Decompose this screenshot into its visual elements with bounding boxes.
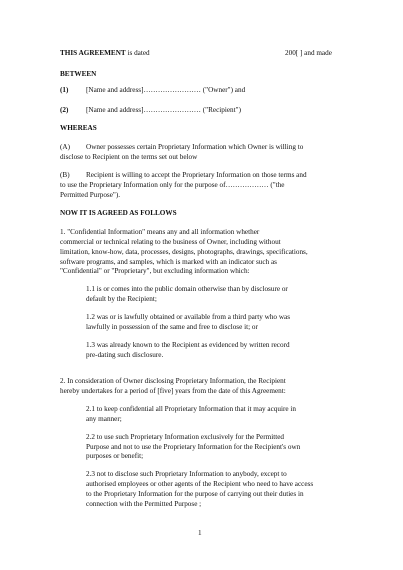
party-2-number: (2) bbox=[60, 106, 69, 114]
clause-2-3-line-4: connection with the Permitted Purpose ; bbox=[86, 500, 202, 508]
clause-1-line-5: "Confidential" or "Proprietary", but excluding information which: bbox=[60, 267, 250, 275]
party-1-text: [Name and address]…………………… ("Owner") and bbox=[86, 86, 246, 94]
clause-1-2-line-1: 1.2 was or is lawfully obtained or available from a third party who was bbox=[86, 313, 290, 321]
agreement-title-label: THIS AGREEMENT bbox=[60, 49, 126, 57]
party-1-number: (1) bbox=[60, 86, 69, 94]
party-2-text: [Name and address]…………………… ("Recipient") bbox=[86, 106, 241, 114]
agreement-title-line bbox=[60, 49, 150, 59]
clause-2-2-line-3: purposes or benefit; bbox=[86, 452, 144, 460]
clause-1-1-line-2: default by the Recipient; bbox=[86, 295, 157, 303]
clause-1-line-2: commercial or technical relating to the business of Owner, including without bbox=[60, 238, 281, 246]
clause-1-line-4: software programs, and samples, which is marked with an indicator such as bbox=[60, 258, 277, 266]
whereas-b-line1: Recipient is willing to accept the Proprietary Information on those terms and bbox=[86, 171, 307, 179]
whereas-heading: WHEREAS bbox=[60, 124, 97, 132]
clause-1-2-line-2: lawfully in possession of the same and free to disclose it; or bbox=[86, 323, 258, 331]
clause-1-line-1: 1. "Confidential Information" means any and all information whether bbox=[60, 228, 260, 236]
between-heading: BETWEEN bbox=[60, 70, 97, 78]
agreement-date: 200[ ] and made bbox=[285, 49, 332, 57]
clause-1-3-line-2: pre-dating such disclosure. bbox=[86, 351, 164, 359]
whereas-b-line2: to use the Proprietary Information only for the purpose of……………… ("the bbox=[60, 181, 285, 189]
clause-2-1-line-1: 2.1 to keep confidential all Proprietary Information that it may acquire in bbox=[86, 405, 296, 413]
now-agreed-heading: NOW IT IS AGREED AS FOLLOWS bbox=[60, 209, 177, 217]
whereas-a-line2: disclose to Recipient on the terms set out below bbox=[60, 153, 198, 161]
clause-2-line-2: hereby undertakes for a period of [five] years from the date of this Agreement: bbox=[60, 387, 286, 395]
whereas-b-line3: Permitted Purpose"). bbox=[60, 191, 121, 199]
clause-2-3-line-1: 2.3 not to disclose such Proprietary Information to anybody, except to bbox=[86, 470, 287, 478]
clause-2-line-1: 2. In consideration of Owner disclosing Proprietary Information, the Recipient bbox=[60, 377, 286, 385]
agreement-title-rest: is dated bbox=[125, 49, 150, 57]
clause-2-3-line-2: authorised employees or other agents of the Recipient who need to have access bbox=[86, 480, 314, 488]
clause-1-1-line-1: 1.1 is or comes into the public domain otherwise than by disclosure or bbox=[86, 285, 288, 293]
whereas-a-line1: Owner possesses certain Proprietary Information which Owner is willing to bbox=[86, 143, 304, 151]
clause-2-2-line-2: Purpose and not to use the Proprietary Information for the Recipient's own bbox=[86, 443, 301, 451]
clause-2-1-line-2: any manner; bbox=[86, 415, 122, 423]
page-number: 1 bbox=[198, 529, 202, 537]
clause-1-3-line-1: 1.3 was already known to the Recipient as evidenced by written record bbox=[86, 341, 290, 349]
clause-2-2-line-1: 2.2 to use such Proprietary Information exclusively for the Permitted bbox=[86, 433, 285, 441]
whereas-b-label: (B) bbox=[60, 171, 70, 179]
clause-1-line-3: limitation, know-how, data, processes, designs, photographs, drawings, specifications, bbox=[60, 248, 308, 256]
clause-2-3-line-3: to the Proprietary Information for the purpose of carrying out their duties in bbox=[86, 490, 304, 498]
whereas-a-label: (A) bbox=[60, 143, 70, 151]
